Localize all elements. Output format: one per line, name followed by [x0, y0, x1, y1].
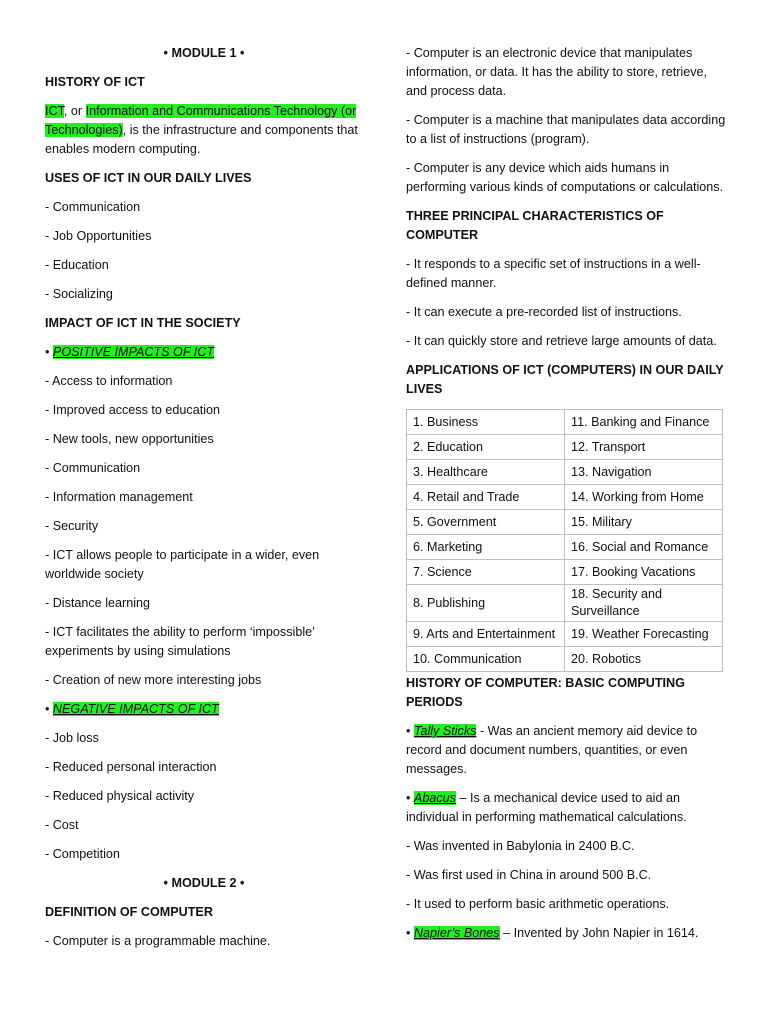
history-of-computer-heading: HISTORY OF COMPUTER: BASIC COMPUTING PERIODS [406, 676, 685, 709]
table-cell: 18. Security and Surveillance [565, 585, 723, 622]
table-cell: 5. Government [407, 510, 565, 535]
list-item: - Reduced physical activity [45, 789, 195, 803]
negative-impacts-highlight: NEGATIVE IMPACTS OF ICT [52, 702, 219, 716]
abacus-item [406, 789, 726, 827]
napiers-bones-highlight: Napier’s Bones [413, 926, 500, 940]
table-cell: 15. Military [565, 510, 723, 535]
napiers-bones-desc: – Invented by John Napier in 1614. [499, 926, 699, 940]
uses-heading: USES OF ICT IN OUR DAILY LIVES [45, 171, 252, 185]
list-item: - Communication [45, 461, 141, 475]
list-item: - Education [45, 258, 109, 272]
tally-sticks-highlight: Tally Sticks [413, 724, 477, 738]
table-row [407, 460, 723, 485]
table-cell: 2. Education [407, 435, 565, 460]
table-row [407, 560, 723, 585]
characteristics-heading: THREE PRINCIPAL CHARACTERISTICS OF COMPUTER [406, 209, 664, 242]
bullet: • [45, 345, 53, 359]
table-row [407, 510, 723, 535]
list-item: - ICT allows people to participate in a wider, even worldwide society [45, 548, 320, 581]
abacus-desc: – Is a mechanical device used to aid an individual in performing mathematical calculations. [406, 791, 687, 824]
table-cell: 1. Business [407, 410, 565, 435]
abacus-fact: - Was first used in China in around 500 B.C. [406, 868, 652, 882]
definition-heading: DEFINITION OF COMPUTER [45, 905, 213, 919]
table-cell: 8. Publishing [407, 585, 565, 622]
list-item: - Cost [45, 818, 79, 832]
applications-table [406, 409, 723, 672]
ict-full-highlight: Information and Communications Technology (or Technologies) [45, 104, 357, 137]
table-cell: 11. Banking and Finance [565, 410, 723, 435]
table-cell: 10. Communication [407, 647, 565, 672]
table-cell: 17. Booking Vacations [565, 560, 723, 585]
module-1-title: • MODULE 1 • [163, 46, 245, 60]
table-cell: 7. Science [407, 560, 565, 585]
bullet: • [406, 926, 414, 940]
negative-impacts-label [45, 700, 363, 719]
bullet: • [406, 791, 414, 805]
list-item: - Information management [45, 490, 193, 504]
ict-def-sep: , or [63, 104, 86, 118]
list-item: - Job loss [45, 731, 99, 745]
list-item: - Access to information [45, 374, 173, 388]
table-cell: 16. Social and Romance [565, 535, 723, 560]
definition-item: - Computer is any device which aids humans in performing various kinds of computations or calculations. [406, 161, 724, 194]
positive-impacts-highlight: POSITIVE IMPACTS OF ICT [52, 345, 215, 359]
definition-item: - Computer is a machine that manipulates data according to a list of instructions (program). [406, 113, 726, 146]
list-item: - Creation of new more interesting jobs [45, 673, 262, 687]
right-column [406, 44, 726, 953]
table-row [407, 585, 723, 622]
bullet: • [406, 724, 414, 738]
table-cell: 19. Weather Forecasting [565, 622, 723, 647]
table-cell: 3. Healthcare [407, 460, 565, 485]
table-row [407, 535, 723, 560]
list-item: - Communication [45, 200, 141, 214]
definition-item: - Computer is a programmable machine. [45, 934, 271, 948]
list-item: - New tools, new opportunities [45, 432, 214, 446]
abacus-fact: - It used to perform basic arithmetic operations. [406, 897, 670, 911]
module-2-title: • MODULE 2 • [163, 876, 245, 890]
table-cell: 13. Navigation [565, 460, 723, 485]
tally-sticks-item [406, 722, 726, 779]
table-cell: 20. Robotics [565, 647, 723, 672]
abacus-highlight: Abacus [413, 791, 456, 805]
table-cell: 14. Working from Home [565, 485, 723, 510]
list-item: - Competition [45, 847, 120, 861]
napiers-bones-item [406, 924, 726, 943]
ict-definition [45, 102, 363, 159]
list-item: - Distance learning [45, 596, 150, 610]
table-row [407, 410, 723, 435]
bullet: • [45, 702, 53, 716]
list-item: - Security [45, 519, 99, 533]
characteristic-item: - It can execute a pre-recorded list of instructions. [406, 305, 682, 319]
table-row [407, 485, 723, 510]
table-cell: 9. Arts and Entertainment [407, 622, 565, 647]
history-of-ict-heading: HISTORY OF ICT [45, 75, 145, 89]
table-row [407, 435, 723, 460]
applications-heading: APPLICATIONS OF ICT (COMPUTERS) IN OUR DAILY LIVES [406, 363, 724, 396]
table-row [407, 647, 723, 672]
table-row [407, 622, 723, 647]
ict-abbr-highlight: ICT [45, 104, 64, 118]
table-cell: 12. Transport [565, 435, 723, 460]
list-item: - Improved access to education [45, 403, 221, 417]
table-cell: 6. Marketing [407, 535, 565, 560]
characteristic-item: - It can quickly store and retrieve large amounts of data. [406, 334, 717, 348]
table-cell: 4. Retail and Trade [407, 485, 565, 510]
characteristic-item: - It responds to a specific set of instructions in a well-defined manner. [406, 257, 701, 290]
abacus-fact: - Was invented in Babylonia in 2400 B.C. [406, 839, 635, 853]
positive-impacts-label [45, 343, 363, 362]
tally-sticks-desc: - Was an ancient memory aid device to record and document numbers, quantities, or even messages. [406, 724, 698, 776]
impact-heading: IMPACT OF ICT IN THE SOCIETY [45, 316, 241, 330]
list-item: - Job Opportunities [45, 229, 152, 243]
list-item: - Reduced personal interaction [45, 760, 217, 774]
list-item: - ICT facilitates the ability to perform ‘impossible’ experiments by using simulations [45, 625, 315, 658]
list-item: - Socializing [45, 287, 113, 301]
ict-def-rest: , is the infrastructure and components that enables modern computing. [45, 123, 358, 156]
left-column [45, 44, 363, 961]
definition-item: - Computer is an electronic device that manipulates information, or data. It has the ability to store, retrieve, and process data. [406, 46, 707, 98]
